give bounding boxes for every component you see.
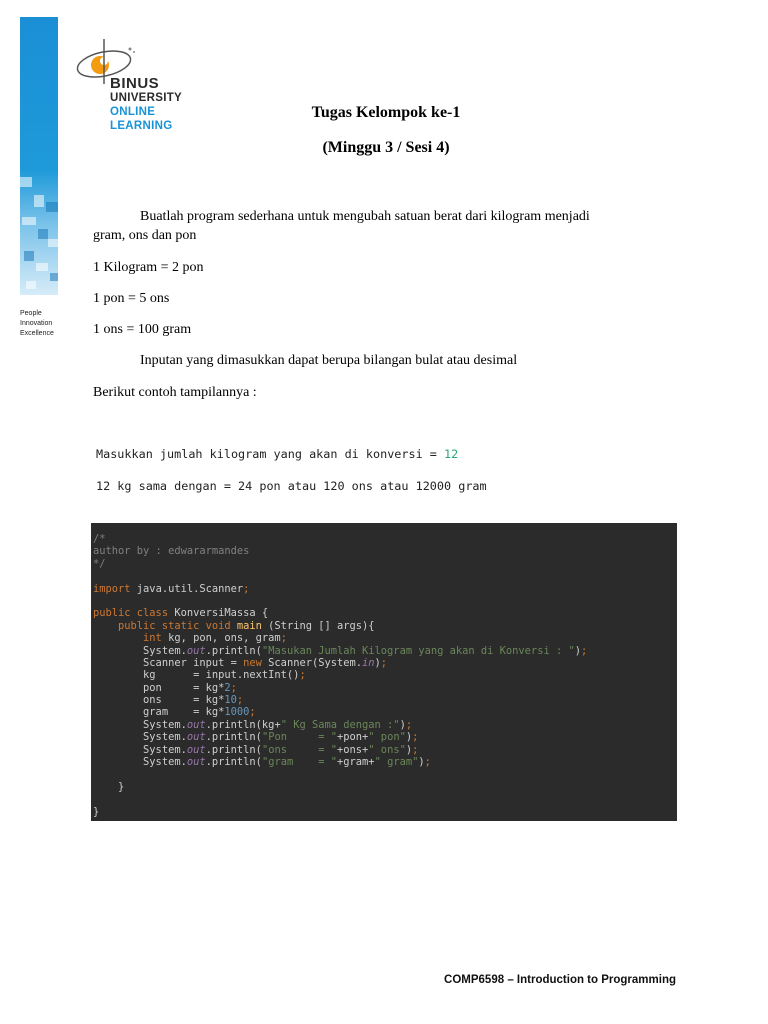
footer-course-code: COMP6598 (444, 974, 505, 986)
code-token: "Pon = " (261, 731, 338, 744)
code-token: ; (405, 718, 413, 731)
code-line (93, 706, 675, 718)
code-token: ; (299, 669, 306, 682)
source-code-block (91, 523, 677, 821)
code-line (93, 744, 675, 756)
code-token: ) (399, 718, 406, 731)
code-line (93, 669, 675, 681)
code-token: ) (405, 731, 413, 744)
tagline-innovation: Innovation (20, 320, 53, 327)
code-token: ; (249, 706, 256, 719)
footer-course-name: Introduction to Programming (516, 974, 676, 986)
brand-tagline (20, 309, 54, 339)
code-line (93, 731, 675, 743)
code-token: author by : edwararmandes (93, 545, 250, 558)
code-line (93, 632, 675, 644)
code-token: "gram = " (261, 756, 338, 769)
code-token (93, 632, 143, 644)
code-token: } (93, 805, 100, 818)
code-token: +pon+ (337, 731, 369, 744)
code-token: in (362, 656, 375, 669)
code-line (93, 620, 675, 632)
code-token: System. (93, 743, 187, 756)
code-token: " pon" (368, 731, 406, 744)
code-line (93, 595, 675, 607)
code-line (93, 768, 675, 780)
code-token: ; (236, 694, 244, 707)
code-line (93, 694, 675, 706)
code-token: ; (581, 644, 588, 657)
conversion-rule-ons: 1 ons = 100 gram (93, 322, 192, 337)
code-token: .println( (205, 644, 262, 657)
code-token: */ (93, 557, 106, 570)
code-token: new (243, 656, 269, 669)
code-token (93, 620, 118, 632)
code-token: int (143, 632, 169, 645)
code-line (93, 607, 675, 619)
intro-line-1: Buatlah program sederhana untuk mengubah satuan berat dari kilogram menjadi (140, 209, 590, 224)
code-token: out (186, 743, 206, 756)
code-token: .println( (205, 743, 262, 756)
code-line (93, 756, 675, 768)
code-token: .println(kg+ (205, 718, 281, 731)
code-token: 10 (224, 694, 237, 707)
code-token: out (186, 718, 206, 731)
code-token: ; (243, 582, 250, 595)
code-token: ons = kg* (93, 694, 225, 707)
code-token: ; (424, 756, 431, 769)
code-token: ) (418, 756, 425, 769)
code-token: java.util.Scanner (136, 582, 244, 595)
code-token: ; (412, 731, 419, 744)
tagline-excellence: Excellence (20, 330, 54, 337)
code-token: " gram" (374, 756, 419, 769)
code-token: public static void (118, 619, 237, 632)
code-token: .println( (205, 756, 262, 769)
code-token: +gram+ (337, 756, 375, 769)
code-token: System. (93, 644, 187, 657)
code-line (93, 793, 675, 805)
code-token: Scanner(System. (268, 656, 363, 669)
code-token: (String [] args){ (268, 619, 375, 632)
code-token: " ons" (368, 743, 406, 756)
input-note: Inputan yang dimasukkan dapat berupa bilangan bulat atau desimal (140, 353, 518, 368)
example-heading: Berikut contoh tampilannya : (93, 385, 257, 400)
page-subtitle: (Minggu 3 / Sesi 4) (322, 139, 450, 156)
code-token: " Kg Sama dengan :" (280, 718, 400, 731)
code-token: +ons+ (337, 743, 369, 756)
code-line (93, 558, 675, 570)
console-input-value: 12 (444, 447, 459, 461)
footer-course (444, 974, 676, 986)
code-token: 2 (224, 681, 231, 694)
code-line (93, 682, 675, 694)
code-line (93, 583, 675, 595)
code-token: ; (280, 632, 287, 645)
code-token: ; (230, 681, 237, 694)
code-token: kg, pon, ons, gram (168, 632, 281, 645)
intro-paragraph (93, 207, 653, 245)
code-token: main (236, 619, 269, 632)
code-token: ; (380, 656, 388, 669)
code-token: System. (93, 756, 187, 769)
conversion-rule-pon: 1 pon = 5 ons (93, 291, 170, 306)
console-prompt: Masukkan jumlah kilogram yang akan di konversi = (96, 447, 445, 461)
intro-line-2: gram, ons dan pon (93, 228, 197, 243)
code-token: KonversiMassa { (174, 607, 269, 620)
code-token: out (186, 731, 206, 744)
code-token: } (93, 780, 125, 793)
code-line (93, 719, 675, 731)
code-token: "ons = " (261, 743, 338, 756)
code-token: 1000 (224, 706, 250, 719)
code-token: ) (574, 644, 581, 657)
code-token: gram = kg* (93, 706, 225, 719)
code-token: /* (93, 533, 106, 545)
code-token: out (186, 644, 206, 657)
code-line (93, 657, 675, 669)
code-line (93, 533, 675, 545)
footer-separator: – (504, 974, 517, 986)
code-line (93, 806, 675, 818)
code-token: kg = input.nextInt() (93, 669, 300, 682)
console-prompt-line (96, 447, 458, 461)
conversion-rule-kg: 1 Kilogram = 2 pon (93, 260, 204, 275)
logo-online: ONLINE (110, 106, 156, 118)
logo-learning: LEARNING (110, 120, 173, 132)
code-token: Scanner input = (93, 656, 244, 669)
logo-binus: BINUS (110, 75, 160, 92)
code-token: import (93, 582, 137, 595)
code-token: .println( (205, 731, 262, 744)
code-token: System. (93, 718, 187, 731)
tagline-people: People (20, 310, 42, 317)
code-token: System. (93, 731, 187, 744)
code-token: ) (374, 656, 381, 669)
code-line (93, 781, 675, 793)
code-token: "Masukan Jumlah Kilogram yang akan di Konversi : " (261, 644, 575, 657)
logo-university: UNIVERSITY (110, 92, 183, 104)
page-title: Tugas Kelompok ke-1 (311, 104, 461, 121)
console-output-line: 12 kg sama dengan = 24 pon atau 120 ons atau 12000 gram (96, 479, 487, 493)
code-token: ; (412, 743, 419, 756)
code-line (93, 570, 675, 582)
code-line (93, 545, 675, 557)
code-token: public class (93, 607, 175, 620)
code-line (93, 645, 675, 657)
code-token: ) (405, 743, 413, 756)
code-token: out (186, 756, 206, 769)
code-token: pon = kg* (93, 681, 225, 694)
